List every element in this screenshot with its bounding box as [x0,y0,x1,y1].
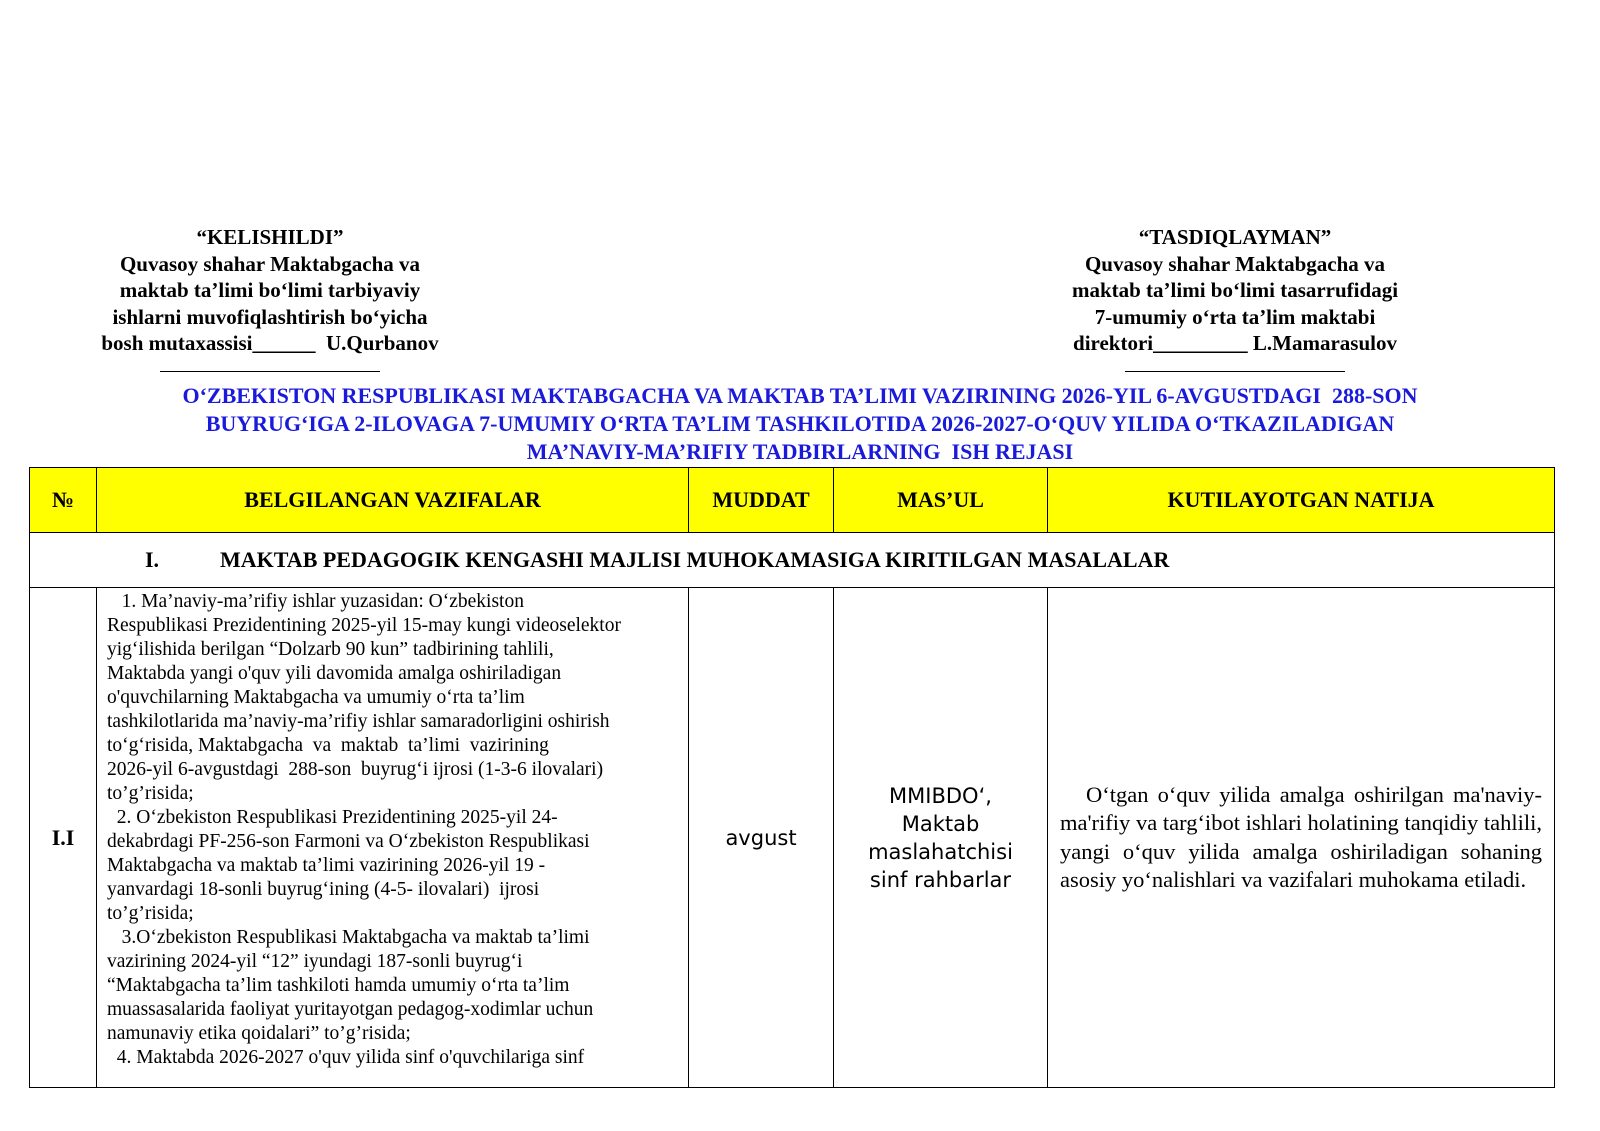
approval-signatory: direktori_________ L.Mamarasulov [1073,331,1397,355]
approval-line: 7-umumiy o‘rta ta’lim maktabi [1094,304,1376,329]
document-title [30,382,1570,466]
approval-line: Quvasoy shahar Maktabgacha va [119,251,421,276]
approval-heading: “TASDIQLAYMAN” [1138,225,1332,249]
section-title: MAKTAB PEDAGOGIK KENGASHI MAJLISI MUHOKAMASIGA KIRITILGAN MASALALAR [220,547,1170,572]
task-line: Respublikasi Prezidentining 2025-yil 15-may kungi videoselektor [107,615,621,636]
task-description [97,588,689,1088]
task-line: namunaviy etika qoidalari” to’g’risida; [107,1023,411,1044]
approval-signatory: bosh mutaxassisi______ U.Qurbanov [101,331,439,355]
task-line: 3.O‘zbekiston Respublikasi Maktabgacha va maktab ta’limi [107,927,590,948]
task-line: to‘g‘risida, Maktabgacha va maktab ta’limi vazirining [107,735,549,756]
title-line: O‘ZBEKISTON RESPUBLIKASI MAKTABGACHA VA MAKTAB TA’LIMI VAZIRINING 2026-YIL 6-AVGUSTDAGI 288-SON [182,383,1418,408]
approval-heading: “KELISHILDI” [196,225,344,249]
task-line: yanvardagi 18-sonli buyrug‘ining (4-5- ilovalari) ijrosi [107,879,540,900]
title-line: MA’NAVIY-MA’RIFIY TADBIRLARNING ISH REJASI [526,439,1074,464]
responsible-line: MMIBDO‘, [889,783,992,808]
task-line: 2. O‘zbekiston Respublikasi Prezidentining 2025-yil 24- [107,807,558,828]
section-cell [30,533,1555,588]
date-underline [160,359,380,372]
task-line: “Maktabgacha ta’lim tashkiloti hamda umumiy o‘rta ta’lim [107,975,570,996]
approval-line: Quvasoy shahar Maktabgacha va [1084,251,1386,276]
header-number: № [30,468,97,533]
task-line: vazirining 2024-yil “12” iyundagi 187-sonli buyrug‘i [107,951,523,972]
approval-line: maktab ta’limi bo‘limi tarbiyaviy [119,278,421,302]
responsible-line: sinf rahbarlar [869,867,1012,892]
task-line: 1. Ma’naviy-ma’rifiy ishlar yuzasidan: O‘zbekiston [107,591,524,612]
table-row [30,588,1555,1088]
task-line: Maktabda yangi o'quv yili davomida amalga oshiriladigan [107,663,562,684]
section-row [30,533,1555,588]
title-line: BUYRUG‘IGA 2-ILOVAGA 7-UMUMIY O‘RTA TA’LIM TASHKILOTIDA 2026-2027-O‘QUV YILIDA O‘TKAZILADIGAN [205,411,1395,436]
table-header-row [30,468,1555,533]
header-deadline: MUDDAT [689,468,834,533]
section-number: I. [145,547,160,572]
header-responsible: MAS’UL [834,468,1048,533]
task-line: o'quvchilarning Maktabgacha va umumiy o‘rta ta’lim [107,687,525,708]
task-line: 2026-yil 6-avgustdagi 288-son buyrug‘i ijrosi (1-3-6 ilovalari) [107,759,604,780]
responsible-line: Maktab [901,811,980,836]
header-expected-result: KUTILAYOTGAN NATIJA [1048,468,1555,533]
row-number: I.I [30,588,97,1088]
approval-line: ishlarni muvofiqlashtirish bo‘yicha [112,304,428,329]
task-line: yig‘ilishida berilgan “Dolzarb 90 kun” tadbirining tahlili, [107,639,554,660]
task-line: tashkilotlarida ma’naviy-ma’rifiy ishlar samaradorligini oshirish [107,711,610,732]
task-line: to’g’risida; [107,783,194,804]
responsible-cell [834,588,1048,1088]
header-tasks: BELGILANGAN VAZIFALAR [97,468,689,533]
responsible-line: maslahatchisi [868,839,1013,864]
task-line: muassasalarida faoliyat yuritayotgan pedagog-xodimlar uchun [107,999,594,1020]
date-underline [1125,359,1345,372]
approval-block-left [30,224,510,372]
work-plan-table [29,467,1555,1088]
task-line: dekabrdagi PF-256-son Farmoni va O‘zbekiston Respublikasi [107,831,590,852]
deadline-cell: avgust [689,588,834,1088]
task-line: to’g’risida; [107,903,194,924]
expected-result-cell [1048,588,1555,1088]
approval-line: maktab ta’limi bo‘limi tasarrufidagi [1071,278,1399,302]
approval-block-right [995,224,1475,372]
expected-result-text: O‘tgan o‘quv yilida amalga oshirilgan ma'naviy-ma'rifiy va targ‘ibot ishlari holatining tanqidiy tahlili, yangi o‘quv yilida amalga oshiriladigan sohaning asosiy yo‘nalishlari va vazifalari muhokama etiladi. [1060,781,1542,892]
task-line: 4. Maktabda 2026-2027 o'quv yilida sinf o'quvchilariga sinf [107,1047,585,1068]
task-line: Maktabgacha va maktab ta’limi vazirining 2026-yil 19 - [107,855,546,876]
